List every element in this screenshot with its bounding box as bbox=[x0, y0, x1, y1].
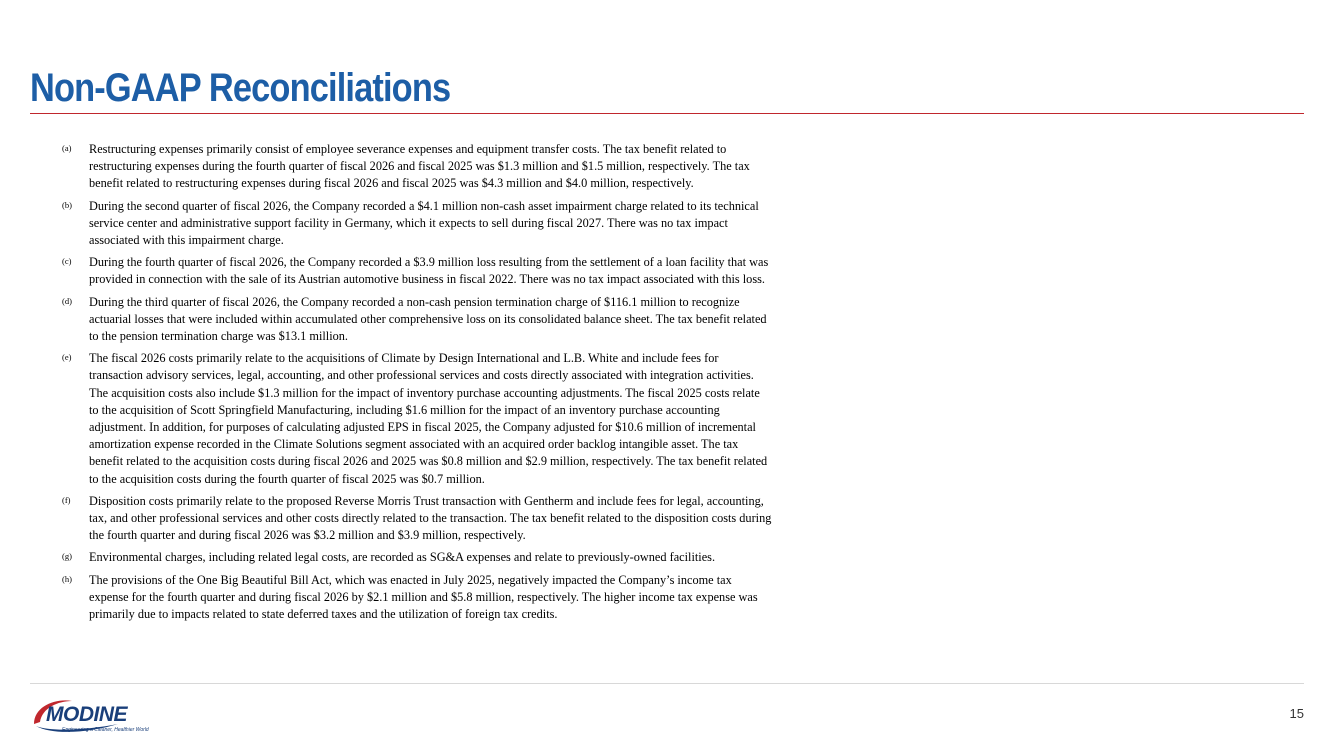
footnote-text: Disposition costs primarily relate to the proposed Reverse Morris Trust transaction with Gentherm and include fees for legal, accounting, tax, and other professional services and other costs directly related to the transaction. The tax benefit related to the disposition costs during the fourth quarter and during fiscal 2026 was $3.2 million and $3.9 million, respectively. bbox=[89, 493, 772, 543]
page-title: Non-GAAP Reconciliations bbox=[30, 66, 451, 110]
footnote-text: During the fourth quarter of fiscal 2026, the Company recorded a $3.9 million loss resulting from the settlement of a loan facility that was provided in connection with the sale of its Austrian automotive business in fiscal 2022. There was no tax impact associated with this loss. bbox=[89, 255, 769, 287]
footnote-marker: (g) bbox=[62, 551, 72, 562]
footnote-text: Environmental charges, including related legal costs, are recorded as SG&A expenses and relate to previously-owned facilities. bbox=[89, 550, 716, 565]
footnote-d bbox=[62, 294, 942, 346]
footnote-marker: (c) bbox=[62, 256, 72, 267]
modine-logo bbox=[28, 694, 168, 736]
logo-tagline: Engineering a Cleaner, Healthier World bbox=[62, 727, 149, 733]
footnote-e bbox=[62, 350, 942, 488]
footnote-f bbox=[62, 493, 942, 545]
footnote-a bbox=[62, 141, 942, 193]
footer-divider bbox=[30, 683, 1304, 684]
footnote-c bbox=[62, 254, 942, 288]
page-number: 15 bbox=[1289, 706, 1304, 721]
footnote-text: The fiscal 2026 costs primarily relate to the acquisitions of Climate by Design International and L.B. White and include fees for transaction advisory services, legal, accounting, and other professional services and costs directly associated with integration activities. The acquisition costs also include $1.3 million for the impact of inventory purchase accounting adjustments. The fiscal 2025 costs relate to the acquisition of Scott Springfield Manufacturing, including $1.6 million for the impact of an inventory purchase accounting adjustment. In addition, for purposes of calculating adjusted EPS in fiscal 2025, the Company adjusted for $10.6 million of incremental amortization expense recorded in the Climate Solutions segment associated with an acquired order backlog intangible asset. The tax benefit related to the acquisition costs during fiscal 2026 and 2025 was $0.8 million and $2.9 million, respectively. The tax benefit related to the acquisition costs during the fourth quarter of fiscal 2025 was $0.7 million. bbox=[89, 351, 768, 486]
footnote-b bbox=[62, 198, 942, 250]
footnotes-list bbox=[62, 141, 942, 628]
footnote-marker: (f) bbox=[62, 494, 71, 505]
footnote-marker: (d) bbox=[62, 295, 72, 306]
footnote-marker: (a) bbox=[62, 143, 72, 153]
footnote-g bbox=[62, 549, 942, 566]
footnote-text: Restructuring expenses primarily consist of employee severance expenses and equipment transfer costs. The tax benefit related to restructuring expenses during the fourth quarter of fiscal 2026 and fiscal 2025 was $1.3 million and $1.5 million, respectively. The tax benefit related to restructuring expenses during fiscal 2026 and fiscal 2025 was $4.3 million and $4.0 million, respectively. bbox=[89, 142, 750, 191]
footnote-marker: (e) bbox=[62, 352, 72, 363]
footnote-marker: (b) bbox=[62, 199, 72, 210]
title-divider bbox=[30, 113, 1304, 114]
footnote-text: During the third quarter of fiscal 2026, the Company recorded a non-cash pension termination charge of $116.1 million to recognize actuarial losses that were included within accumulated other comprehensive loss on its consolidated balance sheet. The tax benefit related to the pension termination charge was $13.1 million. bbox=[89, 294, 767, 344]
footnote-marker: (h) bbox=[62, 573, 72, 584]
footnote-text: During the second quarter of fiscal 2026, the Company recorded a $4.1 million non-cash asset impairment charge related to its technical service center and administrative support facility in Germany, which it expects to sell during fiscal 2027. There was no tax impact associated with this impairment charge. bbox=[89, 198, 759, 248]
footnote-text: The provisions of the One Big Beautiful Bill Act, which was enacted in July 2025, negatively impacted the Company’s income tax expense for the fourth quarter and during fiscal 2026 by $2.1 million and $5.8 million, respectively. The higher income tax expense was primarily due to impacts related to state deferred taxes and the utilization of foreign tax credits. bbox=[89, 572, 758, 622]
logo-wordmark: MODINE bbox=[46, 703, 127, 726]
footnote-h bbox=[62, 572, 942, 624]
